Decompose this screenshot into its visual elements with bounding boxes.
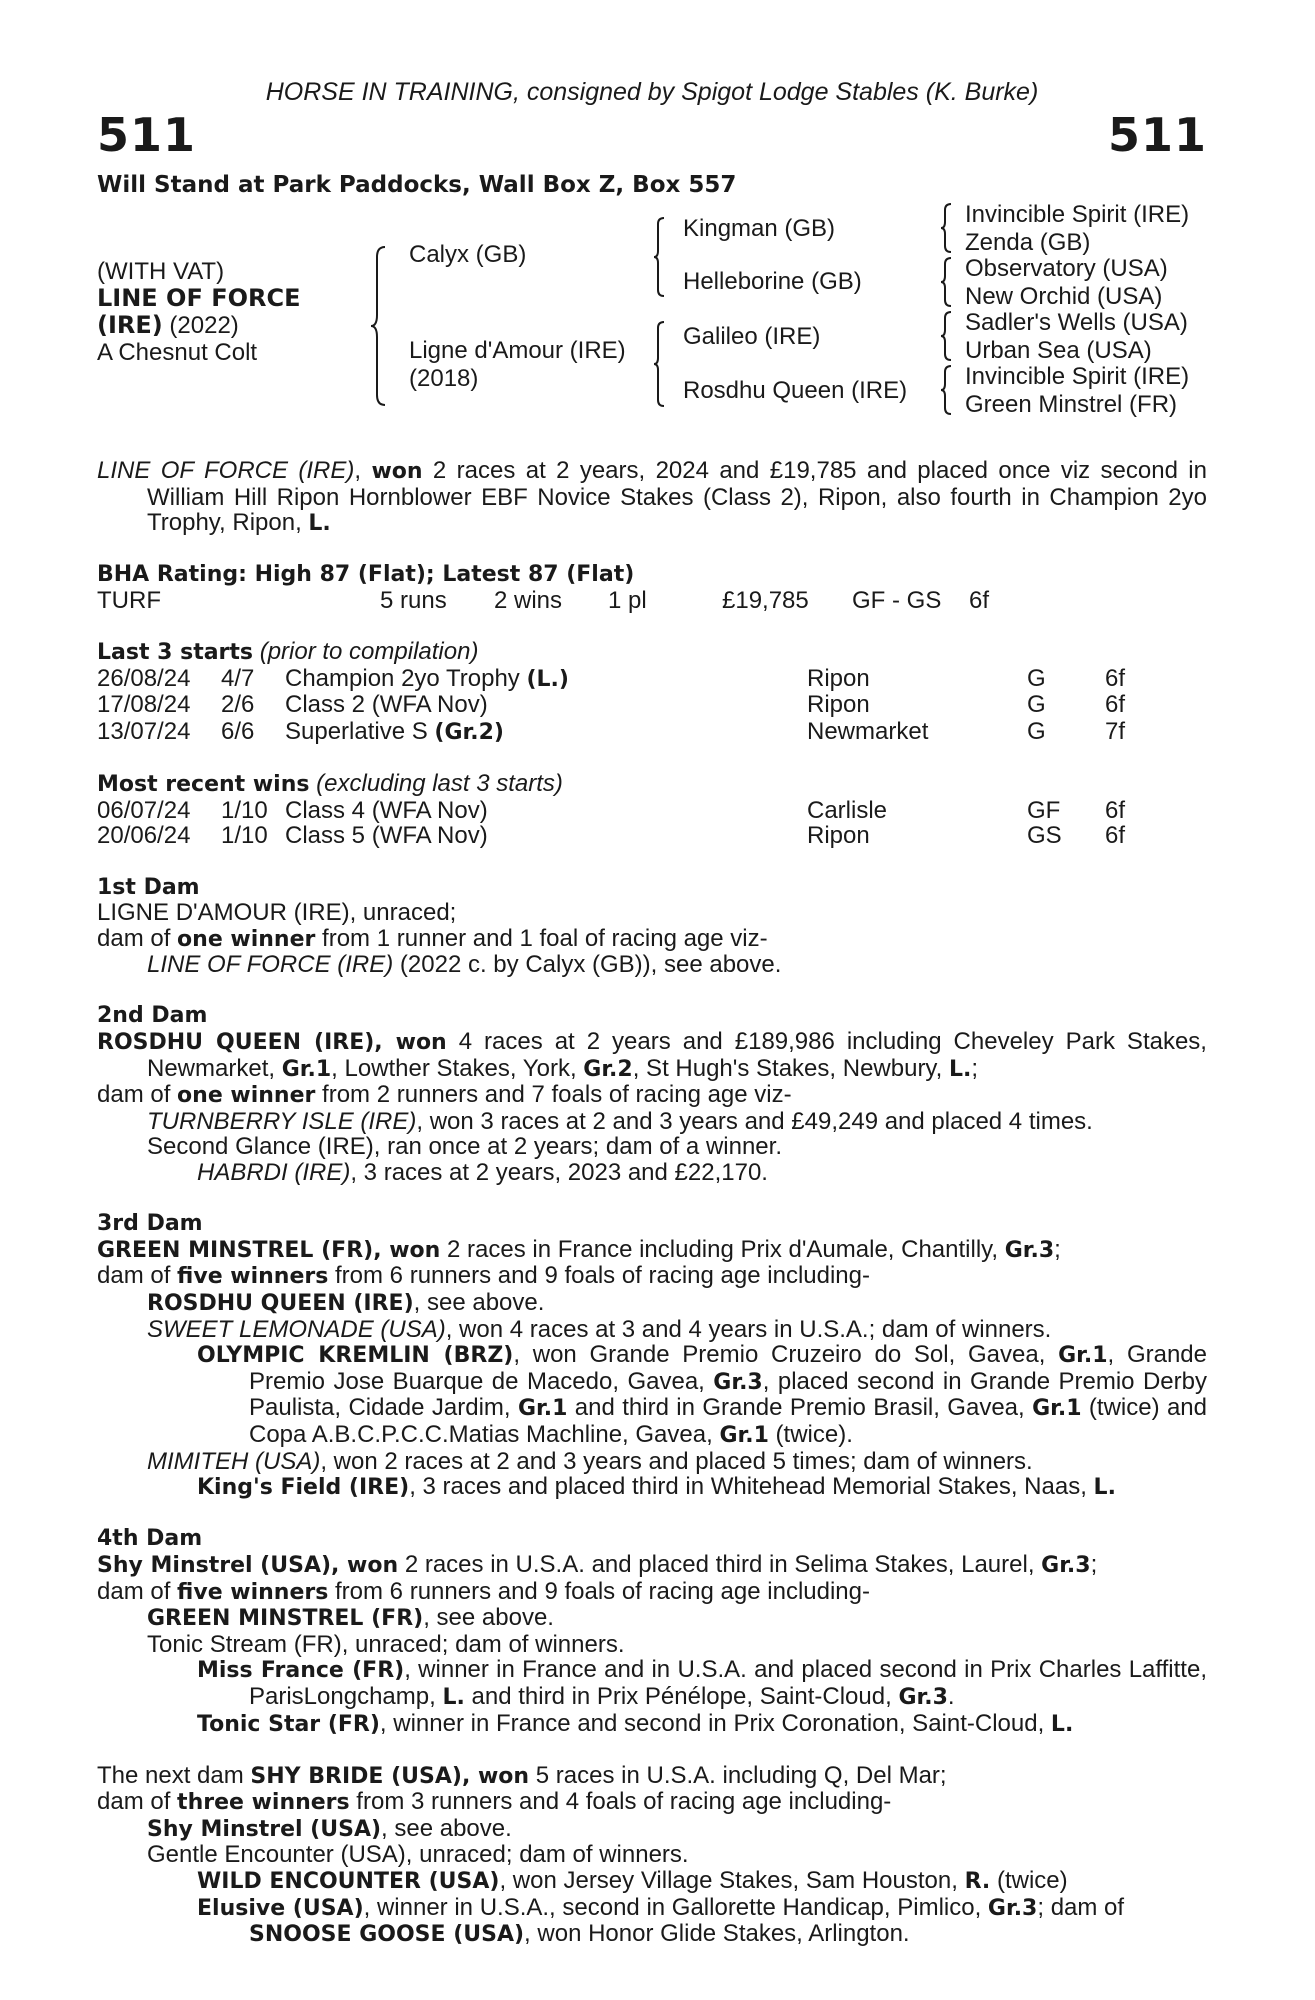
race-summary: LINE OF FORCE (IRE), won 2 races at 2 years, 2024 and £19,785 and placed once viz second in William Hill Ripon Hornblower EBF Novice Stakes (Class 2), Ripon, also fourth in Champion 2yo Trophy, Ripon, L. (97, 457, 1207, 537)
progeny-line (97, 1868, 1207, 1895)
dam-name: SHY BRIDE (USA) (250, 1763, 462, 1789)
row-position: 6/6 (221, 717, 255, 745)
second-dam-produce (97, 1082, 1207, 1109)
text: and third in Prix Pénélope, Saint-Cloud, (464, 1682, 899, 1710)
text: , won 2 races at 2 and 3 years and placed 5 times; dam of winners. (320, 1447, 1033, 1475)
row-race: Class 2 (WFA Nov) (285, 691, 488, 719)
ggp-3: Observatory (USA) (965, 255, 1168, 282)
row-position: 1/10 (221, 796, 268, 824)
ggp-6: Urban Sea (USA) (965, 337, 1152, 364)
row-date: 06/07/24 (97, 796, 191, 824)
text: dam of (97, 1081, 178, 1109)
first-dam-line: LIGNE D'AMOUR (IRE), unraced; (97, 899, 457, 927)
text: , won 4 races at 3 and 4 years in U.S.A.; dam of winners. (445, 1315, 1052, 1343)
progeny-name: GREEN MINSTREL (FR) (147, 1606, 424, 1632)
horse-name: LINE OF FORCE (97, 284, 301, 312)
catalogue-page (97, 0, 1207, 2000)
table-row (97, 823, 1207, 849)
text: , 3 races at 2 years, 2023 and £22,170. (350, 1159, 768, 1187)
progeny-line (97, 1342, 1207, 1448)
progeny-line (97, 1290, 1207, 1317)
won: , won (373, 1237, 441, 1263)
grade: Gr.3 (1004, 1237, 1055, 1263)
first-dam-heading: 1st Dam (97, 874, 200, 900)
third-dam-record (97, 1237, 1207, 1264)
dam-name: Shy Minstrel (USA) (97, 1552, 332, 1578)
progeny-line (97, 1474, 1207, 1501)
table-row (97, 692, 1207, 719)
fourth-dam-record (97, 1552, 1207, 1579)
second-dam-heading: 2nd Dam (97, 1003, 208, 1029)
text: , winner in U.S.A., second in Gallorette Handicap, Pimlico, (363, 1893, 988, 1921)
row-distance: 6f (1105, 664, 1126, 692)
text: 2 races in France including Prix d'Aumale, Chantilly, (440, 1235, 1005, 1263)
progeny-line (97, 1449, 1207, 1475)
grade: L. (1093, 1475, 1116, 1501)
text: ; dam of (1037, 1893, 1125, 1921)
sire: Calyx (GB) (409, 241, 527, 268)
text: , Lowther Stakes, York, (331, 1054, 584, 1082)
brace-ggp-3 (939, 310, 953, 362)
row-grade: (L.) (526, 666, 569, 692)
text: , won Jersey Village Stakes, Sam Houston, (499, 1867, 965, 1895)
table-row (97, 666, 1207, 693)
grade: Gr.1 (517, 1396, 568, 1422)
won: , won (331, 1552, 399, 1578)
text: from 3 runners and 4 foals of racing age including- (349, 1788, 892, 1816)
row-race: Champion 2yo Trophy (285, 664, 527, 692)
dam-name: ROSDHU QUEEN (IRE) (97, 1030, 375, 1056)
turf-record (97, 588, 1207, 614)
row-grade: (Gr.2) (434, 719, 504, 745)
row-going: G (1027, 691, 1046, 719)
winner-count: five winners (177, 1264, 329, 1290)
winner-count: one winner (177, 926, 316, 952)
row-race: Class 4 (WFA Nov) (285, 796, 488, 824)
text: , see above. (381, 1814, 512, 1842)
text: , St Hugh's Stakes, Newbury, (632, 1054, 949, 1082)
dam-sire: Galileo (IRE) (683, 323, 821, 350)
row-course: Carlisle (807, 796, 888, 824)
table-row (97, 798, 1207, 824)
progeny-name: TURNBERRY ISLE (IRE) (147, 1107, 417, 1135)
text: dam of (97, 1262, 178, 1290)
row-distance: 7f (1105, 717, 1126, 745)
progeny-name: Miss France (FR) (197, 1658, 405, 1684)
dam-name: GREEN MINSTREL (FR) (97, 1237, 374, 1263)
text: , won Grande Premio Cruzeiro do Sol, Gavea, (513, 1341, 1059, 1369)
text: , winner in France and second in Prix Coronation, Saint-Cloud, (379, 1709, 1051, 1737)
summary-won: won (371, 459, 423, 484)
progeny-name: SNOOSE GOOSE (USA) (249, 1922, 525, 1948)
text: , 3 races and placed third in Whitehead Memorial Stakes, Naas, (409, 1473, 1094, 1501)
recent-wins-heading (97, 771, 1207, 798)
grade: Gr.2 (583, 1056, 633, 1082)
ggp-7: Invincible Spirit (IRE) (965, 363, 1190, 390)
progeny-line (97, 1816, 1207, 1843)
won: , won (461, 1763, 530, 1789)
ggp-1: Invincible Spirit (IRE) (965, 201, 1190, 228)
next-dam-record (97, 1763, 1207, 1790)
won: , won (374, 1030, 447, 1056)
text: (twice). (768, 1420, 853, 1448)
ggp-4: New Orchid (USA) (965, 283, 1163, 310)
last3-title: Last 3 starts (97, 640, 254, 666)
row-distance: 6f (1105, 691, 1126, 719)
text: , placed second in Grande Premio Derby Paulista, Cidade Jardim, (249, 1367, 1207, 1422)
progeny-name: ROSDHU QUEEN (IRE) (147, 1291, 414, 1316)
horse-name-suffix (97, 311, 239, 340)
row-position: 1/10 (221, 822, 268, 850)
sire-sire: Kingman (GB) (683, 215, 836, 242)
catalogue-body (97, 458, 1207, 1948)
text: , see above. (423, 1604, 554, 1632)
ggp-2: Zenda (GB) (965, 229, 1091, 256)
row-course: Ripon (807, 822, 870, 850)
progeny-line (97, 1317, 1207, 1343)
lot-number-left: 511 (97, 108, 197, 162)
progeny-name: Shy Minstrel (USA) (147, 1816, 382, 1842)
text: dam of (97, 924, 178, 952)
fourth-dam-produce (97, 1579, 1207, 1606)
text: 2 races in U.S.A. and placed third in Selima Stakes, Laurel, (398, 1550, 1042, 1578)
text: dam of (97, 1788, 178, 1816)
brace-ggp-1 (939, 202, 953, 254)
brace-sire (652, 216, 666, 298)
record-surface: TURF (97, 586, 161, 614)
row-date: 20/06/24 (97, 822, 191, 850)
ggp-8: Green Minstrel (FR) (965, 391, 1178, 418)
row-course: Ripon (807, 664, 870, 692)
text: (twice) and Copa A.B.C.P.C.C.Matias Machline, Gavea, (249, 1394, 1208, 1448)
winner-count: three winners (177, 1790, 350, 1816)
grade: L. (1050, 1711, 1074, 1737)
pedigree-brace-main (369, 245, 389, 407)
text: The next dam (97, 1761, 251, 1789)
first-dam-progeny (97, 952, 1207, 978)
dam-line1: Ligne d'Amour (IRE) (409, 337, 626, 364)
progeny-line (97, 1711, 1207, 1738)
ggp-5: Sadler's Wells (USA) (965, 309, 1188, 336)
row-position: 4/7 (221, 664, 255, 692)
progeny-name: HABRDI (IRE) (197, 1159, 351, 1187)
summary-horse-name: LINE OF FORCE (IRE) (97, 457, 355, 484)
row-going: G (1027, 717, 1046, 745)
progeny-line (97, 1160, 1207, 1186)
last3-note: (prior to compilation) (259, 638, 479, 666)
winner-count: one winner (177, 1083, 316, 1109)
text: , won Honor Glide Stakes, Arlington. (524, 1920, 910, 1948)
text: , Grande Premio Jose Buarque de Macedo, Gavea, (249, 1341, 1208, 1395)
recent-wins-title: Most recent wins (97, 772, 310, 798)
progeny-name: SWEET LEMONADE (USA) (147, 1315, 446, 1343)
summary-text: 2 races at 2 years, 2024 and £19,785 and placed once viz second in William Hill Ripon Hornblower EBF Novice Stakes (Class 2), Ripon, also fourth in Champion 2yo Trophy, Ripon, (147, 457, 1207, 537)
third-dam-produce (97, 1263, 1207, 1290)
table-row (97, 719, 1207, 746)
text: from 6 runners and 9 foals of racing age including- (328, 1262, 870, 1290)
text: dam of (97, 1577, 178, 1605)
row-position: 2/6 (221, 691, 255, 719)
row-going: GF (1027, 796, 1061, 824)
progeny-name: Tonic Star (FR) (197, 1711, 380, 1737)
progeny-line (97, 1605, 1207, 1632)
grade: Gr.1 (281, 1056, 332, 1082)
sire-dam: Helleborine (GB) (683, 268, 862, 295)
text: (2022 c. by Calyx (GB)), see above. (393, 951, 782, 979)
horse-country: (IRE) (97, 311, 163, 339)
grade: Gr.3 (713, 1369, 763, 1395)
row-course: Newmarket (807, 717, 929, 745)
progeny-line (97, 1895, 1207, 1922)
progeny-line (97, 1657, 1207, 1710)
progeny-line (97, 1921, 1207, 1948)
next-dam-produce (97, 1789, 1207, 1816)
row-race: Class 5 (WFA Nov) (285, 822, 488, 850)
text: , won 3 races at 2 and 3 years and £49,249 and placed 4 times. (416, 1107, 1093, 1135)
row-distance: 6f (1105, 796, 1126, 824)
text: . (947, 1682, 955, 1710)
vat-note: (WITH VAT) (97, 258, 225, 285)
last3-heading (97, 639, 1207, 666)
progeny-line (97, 1109, 1207, 1135)
brace-ggp-2 (939, 256, 953, 308)
row-date: 13/07/24 (97, 717, 191, 745)
bha-rating-heading: BHA Rating: High 87 (Flat); Latest 87 (Flat) (97, 562, 635, 588)
grade: Gr.1 (719, 1422, 769, 1448)
text: from 1 runner and 1 foal of racing age viz- (315, 924, 768, 952)
text: from 6 runners and 9 foals of racing age including- (328, 1577, 870, 1605)
row-going: G (1027, 664, 1046, 692)
record-earnings: £19,785 (722, 586, 809, 614)
grade: R. (964, 1869, 991, 1895)
fourth-dam-heading: 4th Dam (97, 1526, 203, 1552)
row-date: 17/08/24 (97, 691, 191, 719)
horse-description: A Chesnut Colt (97, 339, 258, 366)
text: and third in Grande Premio Brasil, Gavea, (567, 1394, 1033, 1422)
row-going: GS (1027, 822, 1062, 850)
text: , winner in France and in U.S.A. and placed second in Prix Charles Laffitte, ParisLongchamp, (249, 1656, 1207, 1710)
row-date: 26/08/24 (97, 664, 191, 692)
row-distance: 6f (1105, 822, 1126, 850)
dam-dam: Rosdhu Queen (IRE) (683, 377, 908, 404)
text: 4 races at 2 years and £189,986 including Cheveley Park Stakes, Newmarket, (147, 1028, 1207, 1082)
text: , see above. (413, 1289, 545, 1316)
winner-count: five winners (177, 1579, 329, 1605)
progeny-name: OLYMPIC KREMLIN (BRZ) (197, 1343, 514, 1369)
grade: Gr.3 (987, 1895, 1038, 1921)
row-race: Superlative S (285, 717, 435, 745)
grade: Gr.1 (1032, 1396, 1082, 1422)
text: 5 races in U.S.A. including Q, Del Mar; (529, 1761, 947, 1789)
progeny-name: WILD ENCOUNTER (USA) (197, 1869, 500, 1895)
record-going: GF - GS (852, 586, 942, 614)
brace-dam (652, 320, 666, 408)
record-wins: 2 wins (494, 586, 563, 614)
recent-wins-note: (excluding last 3 starts) (316, 770, 563, 798)
consignor-line: HORSE IN TRAINING, consigned by Spigot Lodge Stables (K. Burke) (265, 78, 1039, 106)
summary-listed: L. (308, 511, 331, 537)
progeny-line: Tonic Stream (FR), unraced; dam of winners. (147, 1630, 625, 1658)
lot-number-right: 511 (1107, 108, 1207, 162)
third-dam-heading: 3rd Dam (97, 1211, 203, 1237)
progeny-name: King's Field (IRE) (197, 1475, 410, 1501)
text: from 2 runners and 7 foals of racing age viz- (315, 1081, 792, 1109)
horse-year: (2022) (162, 312, 239, 339)
grade: Gr.3 (1041, 1552, 1091, 1578)
grade: Gr.1 (1058, 1343, 1108, 1369)
record-runs: 5 runs (380, 586, 447, 614)
record-placed: 1 pl (608, 586, 647, 614)
progeny-line: Gentle Encounter (USA), unraced; dam of winners. (147, 1841, 689, 1869)
grade: L. (948, 1056, 972, 1082)
progeny-name: MIMITEH (USA) (147, 1447, 321, 1475)
text: ; (1054, 1235, 1061, 1263)
record-distance: 6f (969, 586, 990, 614)
stabling-location: Will Stand at Park Paddocks, Wall Box Z, Box 557 (97, 172, 737, 198)
text: ; (1090, 1550, 1098, 1578)
progeny-line: Second Glance (IRE), ran once at 2 years; dam of a winner. (147, 1133, 782, 1161)
progeny-name: LINE OF FORCE (IRE) (147, 951, 394, 979)
dam-line2: (2018) (409, 365, 479, 392)
second-dam-record (97, 1029, 1207, 1082)
grade: L. (442, 1684, 465, 1710)
grade: Gr.3 (898, 1684, 948, 1710)
row-course: Ripon (807, 691, 870, 719)
progeny-name: Elusive (USA) (197, 1895, 364, 1921)
first-dam-produce (97, 926, 1207, 953)
text: ; (971, 1054, 979, 1082)
text: (twice) (990, 1867, 1068, 1895)
brace-ggp-4 (939, 364, 953, 416)
